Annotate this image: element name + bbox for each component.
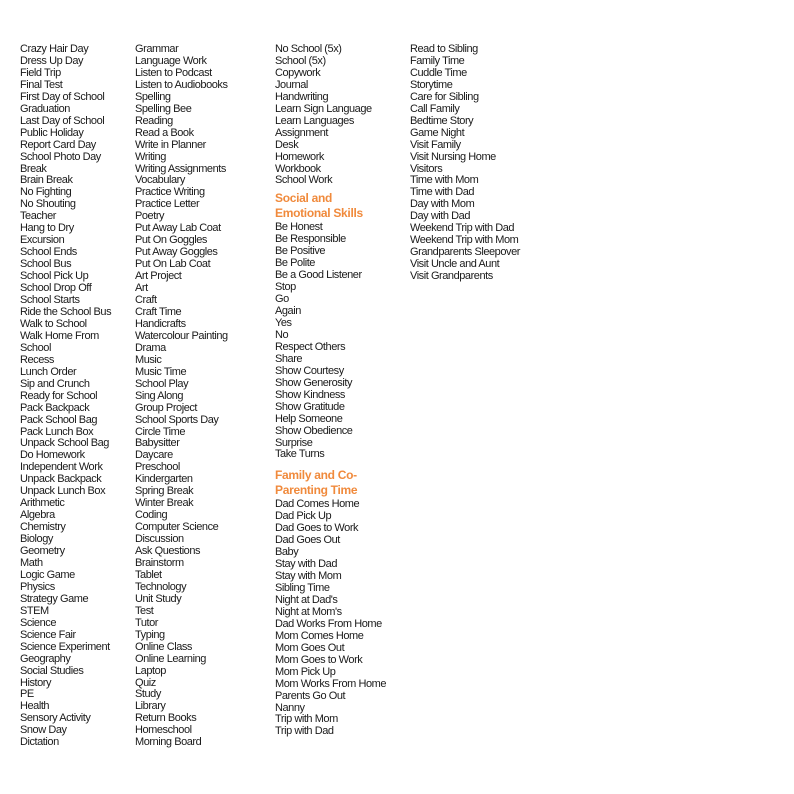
list-item: Do Homework [20, 449, 85, 462]
list-item: Reading [135, 114, 173, 127]
list-item: Visit Family [410, 138, 461, 151]
social-group [275, 222, 386, 461]
list-item: History [20, 676, 52, 689]
list-item: Walk to School [20, 317, 87, 330]
list-item: Writing Assignments [135, 162, 226, 175]
list-item: Practice Letter [135, 198, 200, 211]
list-item: Ask Questions [135, 545, 201, 558]
list-item: Sing Along [135, 389, 184, 402]
list-item: Surprise [275, 436, 313, 449]
list-item: Lunch Order [20, 365, 77, 378]
list-item: Vocabulary [135, 174, 185, 187]
list-item: Babysitter [135, 437, 180, 450]
list-item: PE [20, 688, 34, 701]
list-item: Dress Up Day [20, 54, 84, 67]
list-item: Homework [275, 150, 324, 163]
list-item: Dad Works From Home [275, 617, 382, 630]
list-item: Science Fair [20, 628, 76, 641]
social-items-list [275, 222, 386, 461]
list-item: Winter Break [135, 497, 194, 510]
list-item: Journal [275, 78, 308, 91]
list-item: School Sports Day [135, 413, 219, 426]
list-item: School Ends [20, 246, 77, 259]
list-item: Library [135, 700, 166, 713]
list-item: Visit Nursing Home [410, 150, 496, 163]
list-item: Unit Study [135, 592, 182, 605]
list-item: Be Positive [275, 245, 326, 258]
list-item: Trip with Dad [275, 725, 334, 738]
list-item: Show Obedience [275, 424, 353, 437]
list-item: First Day of School [20, 90, 105, 103]
list-item: Write in Planner [135, 138, 206, 151]
column-3-list [275, 44, 386, 738]
list-item: Daycare [135, 449, 173, 462]
list-item: Help Someone [275, 412, 343, 425]
list-item: Handicrafts [135, 317, 186, 330]
list-item: Watercolour Painting [135, 329, 228, 342]
list-item: Dictation [20, 736, 59, 749]
list-item: Share [275, 352, 303, 365]
list-item: Study [135, 688, 161, 701]
list-item: Biology [20, 533, 53, 546]
list-item: Show Gratitude [275, 400, 345, 413]
list-item: Physics [20, 580, 55, 593]
list-item: Mom Goes Out [275, 641, 345, 654]
list-item: Music [135, 353, 162, 366]
list-item: Visit Grandparents [410, 270, 493, 283]
list-item: Craft Time [135, 305, 182, 318]
list-item: School Work [275, 174, 333, 187]
list-item: Dad Comes Home [275, 498, 360, 511]
family-heading-wrap [275, 468, 385, 498]
list-item: Storytime [410, 78, 453, 91]
list-item: Mom Pick Up [275, 665, 336, 678]
list-item: Test [135, 604, 154, 617]
list-item: Field Trip [20, 66, 61, 79]
list-item: Online Learning [135, 652, 206, 665]
family-items-list [275, 499, 386, 738]
list-item: Grandparents Sleepover [410, 246, 520, 259]
column-3-top-group [275, 44, 386, 187]
list-item: Game Night [410, 126, 465, 139]
list-item: Health [20, 700, 50, 713]
list-item: Mom Comes Home [275, 629, 364, 642]
list-item: Final Test [20, 78, 63, 91]
family-group [275, 499, 386, 738]
list-item: Grammar [135, 43, 179, 55]
list-item: Drama [135, 341, 166, 354]
list-item: Sensory Activity [20, 712, 91, 725]
list-item: Music Time [135, 365, 187, 378]
list-item: Technology [135, 580, 187, 593]
list-item: Unpack Backpack [20, 473, 102, 486]
list-item: Independent Work [20, 461, 103, 474]
list-item: Art Project [135, 270, 182, 283]
list-item: Sip and Crunch [20, 377, 90, 390]
list-item: Care for Sibling [410, 90, 479, 103]
list-item: Put On Goggles [135, 234, 207, 247]
list-item: School [20, 341, 51, 354]
list-item: Take Turns [275, 448, 325, 461]
list-item: Sibling Time [275, 581, 330, 594]
list-item: Report Card Day [20, 138, 96, 151]
list-item: Trip with Mom [275, 713, 338, 726]
list-item: Pack School Bag [20, 413, 98, 426]
list-item: Show Courtesy [275, 364, 344, 377]
list-item: Ride the School Bus [20, 305, 112, 318]
list-item: School (5x) [275, 54, 326, 67]
social-emotional-heading: Social and Emotional Skills [275, 191, 363, 221]
list-item: Discussion [135, 533, 184, 546]
list-item: Night at Mom's [275, 605, 342, 618]
list-item: Put Away Goggles [135, 246, 218, 259]
list-item: Computer Science [135, 521, 219, 534]
list-item: Poetry [135, 210, 165, 223]
list-item: No [275, 328, 289, 341]
list-item: Walk Home From [20, 329, 99, 342]
list-item: Brainstorm [135, 556, 184, 569]
list-item: Social Studies [20, 664, 84, 677]
list-item: Practice Writing [135, 186, 205, 199]
list-item: Homeschool [135, 724, 192, 737]
list-item: Geography [20, 652, 71, 665]
list-item: Time with Mom [410, 174, 479, 187]
list-item: Brain Break [20, 174, 73, 187]
list-item: Geometry [20, 545, 65, 558]
list-item: Coding [135, 509, 168, 522]
list-item: Nanny [275, 701, 305, 714]
list-item: Last Day of School [20, 114, 105, 127]
list-item: Read to Sibling [410, 43, 478, 55]
list-item: Show Generosity [275, 376, 353, 389]
school-items-list [275, 44, 386, 187]
list-item: Language Work [135, 54, 207, 67]
list-item: Call Family [410, 102, 460, 115]
list-item: Logic Game [20, 568, 75, 581]
list-item: Group Project [135, 401, 198, 414]
list-item: Teacher [20, 210, 56, 223]
list-item: Visitors [410, 162, 443, 175]
list-item: Pack Lunch Box [20, 425, 94, 438]
list-item: STEM [20, 604, 49, 617]
list-item: School Play [135, 377, 189, 390]
list-item: Family Time [410, 54, 465, 67]
list-item: Dad Pick Up [275, 510, 332, 523]
column-2-list [135, 44, 228, 749]
list-item: Weekend Trip with Dad [410, 222, 515, 235]
list-item: Dad Goes Out [275, 534, 340, 547]
family-coparenting-heading: Family and Co-Parenting Time [275, 468, 358, 498]
list-item: Read a Book [135, 126, 194, 139]
list-item: School Bus [20, 258, 72, 271]
list-item: Learn Sign Language [275, 102, 372, 115]
list-item: Writing [135, 150, 166, 163]
list-item: Science [20, 616, 56, 629]
list-item: Public Holiday [20, 126, 84, 139]
list-item: Quiz [135, 676, 156, 689]
list-item: Spelling Bee [135, 102, 192, 115]
list-item: Handwriting [275, 90, 329, 103]
list-item: Strategy Game [20, 592, 89, 605]
list-item: Put Away Lab Coat [135, 222, 221, 235]
list-item: Break [20, 162, 47, 175]
list-item: School Photo Day [20, 150, 101, 163]
list-item: Crazy Hair Day [20, 43, 89, 55]
column-1-list [20, 44, 111, 749]
list-item: School Pick Up [20, 270, 89, 283]
list-item: No Fighting [20, 186, 72, 199]
list-item: Yes [275, 316, 292, 329]
list-item: Go [275, 293, 289, 306]
list-item: Be Honest [275, 221, 323, 234]
list-item: Tablet [135, 568, 162, 581]
list-item: Parents Go Out [275, 689, 346, 702]
list-item: Be Responsible [275, 233, 346, 246]
list-item: Stay with Dad [275, 558, 338, 571]
list-item: Algebra [20, 509, 55, 522]
list-item: Morning Board [135, 736, 202, 749]
list-item: Tutor [135, 616, 159, 629]
list-item: Show Kindness [275, 388, 345, 401]
list-item: Respect Others [275, 340, 346, 353]
list-item: Put On Lab Coat [135, 258, 211, 271]
list-item: Weekend Trip with Mom [410, 234, 519, 247]
list-item: Learn Languages [275, 114, 354, 127]
list-item: Stop [275, 281, 296, 294]
list-item: Baby [275, 546, 299, 559]
list-item: Snow Day [20, 724, 67, 737]
list-item: Spring Break [135, 485, 194, 498]
list-item: Mom Works From Home [275, 677, 387, 690]
list-item: Return Books [135, 712, 197, 725]
list-item: Graduation [20, 102, 70, 115]
list-item: Day with Dad [410, 210, 471, 223]
list-item: Pack Backpack [20, 401, 90, 414]
list-item: Listen to Audiobooks [135, 78, 228, 91]
list-item: Excursion [20, 234, 65, 247]
list-item: Copywork [275, 66, 321, 79]
list-item: Listen to Podcast [135, 66, 212, 79]
list-item: Craft [135, 294, 157, 307]
list-item: Be a Good Listener [275, 269, 362, 282]
list-item: Dad Goes to Work [275, 522, 359, 535]
list-item: Typing [135, 628, 165, 641]
list-item: Ready for School [20, 389, 98, 402]
list-item: Assignment [275, 126, 328, 139]
list-item: School Starts [20, 294, 80, 307]
list-item: Online Class [135, 640, 192, 653]
list-item: Stay with Mom [275, 570, 342, 583]
list-item: Hang to Dry [20, 222, 74, 235]
list-item: Science Experiment [20, 640, 110, 653]
list-item: Preschool [135, 461, 180, 474]
column-4-list [410, 44, 520, 283]
list-item: Workbook [275, 162, 321, 175]
list-item: Spelling [135, 90, 171, 103]
list-item: Unpack School Bag [20, 437, 109, 450]
list-item: Arithmetic [20, 497, 65, 510]
list-item: Mom Goes to Work [275, 653, 363, 666]
list-item: School Drop Off [20, 282, 92, 295]
list-item: Bedtime Story [410, 114, 474, 127]
list-item: Cuddle Time [410, 66, 467, 79]
list-item: Visit Uncle and Aunt [410, 258, 500, 271]
list-item: Chemistry [20, 521, 66, 534]
list-item: No Shouting [20, 198, 76, 211]
list-item: Recess [20, 353, 54, 366]
list-item: Be Polite [275, 257, 315, 270]
list-item: Math [20, 556, 43, 569]
list-item: Circle Time [135, 425, 186, 438]
social-emotional-heading-wrap [275, 191, 385, 221]
list-item: Time with Dad [410, 186, 475, 199]
list-item: Unpack Lunch Box [20, 485, 106, 498]
list-item: Desk [275, 138, 299, 151]
list-item: Night at Dad's [275, 593, 338, 606]
list-item: No School (5x) [275, 43, 342, 55]
list-item: Art [135, 282, 148, 295]
list-item: Again [275, 305, 301, 318]
list-item: Laptop [135, 664, 166, 677]
list-item: Day with Mom [410, 198, 475, 211]
list-item: Kindergarten [135, 473, 193, 486]
